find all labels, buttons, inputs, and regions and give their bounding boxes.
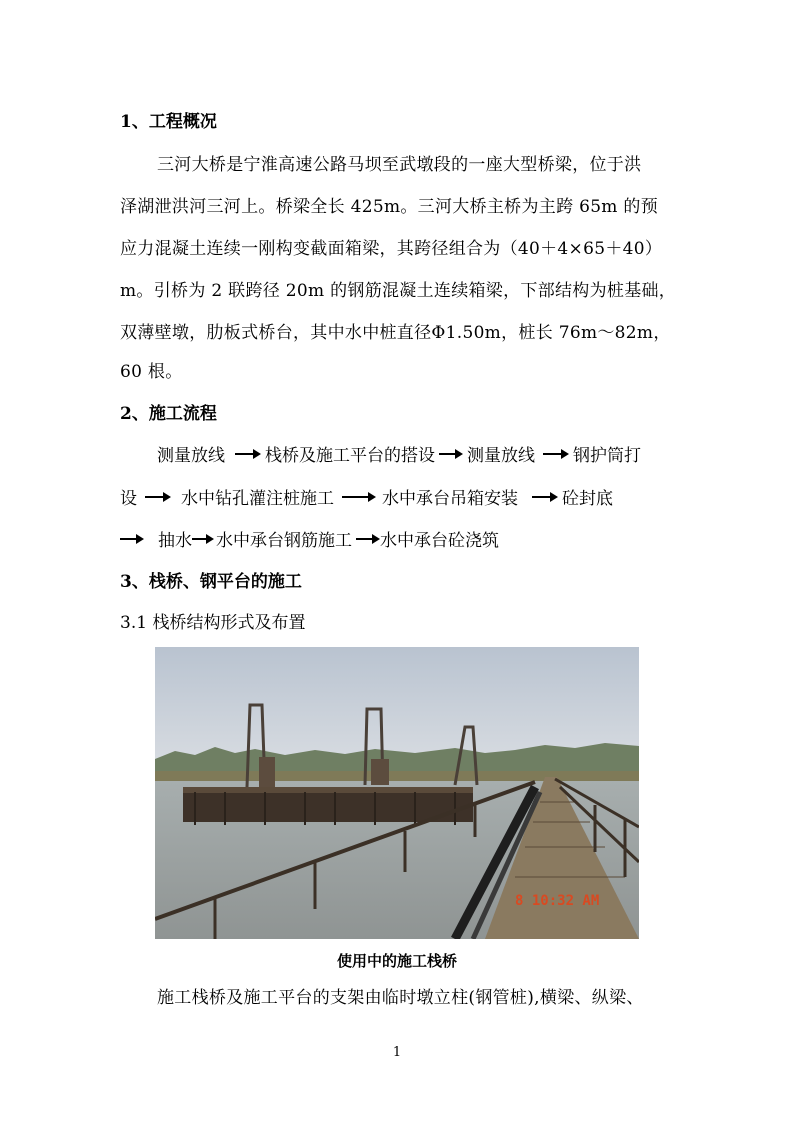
flow-line-3	[120, 526, 499, 551]
right-arrow-icon	[120, 534, 144, 544]
flow-step: 设	[120, 489, 137, 509]
page-number: 1	[392, 1045, 402, 1060]
right-arrow-icon	[532, 492, 558, 502]
flow-step: 栈桥及施工平台的搭设	[265, 446, 435, 466]
flow-step: 钢护筒打	[573, 446, 641, 466]
flow-step: 水中承台钢筋施工	[216, 531, 352, 551]
paragraph-line: 三河大桥是宁淮高速公路马坝至武墩段的一座大型桥梁，位于洪	[157, 155, 642, 175]
subsection-heading: 3.1 栈桥结构形式及布置	[120, 613, 306, 633]
flow-step: 测量放线	[157, 446, 225, 466]
right-arrow-icon	[356, 534, 380, 544]
paragraph-line: m。引桥为 2 联跨径 20m 的钢筋混凝土连续箱梁，下部结构为桩基础，	[120, 281, 677, 301]
right-arrow-icon	[235, 449, 261, 459]
section-2-heading: 2、施工流程	[120, 404, 217, 424]
flow-line-2	[120, 484, 613, 509]
paragraph-line: 60 根。	[120, 362, 183, 382]
paragraph-line: 双薄壁墩，肋板式桥台，其中水中桩直径Φ1.50m，桩长 76m～82m，	[120, 323, 671, 343]
photo-caption: 使用中的施工栈桥	[336, 952, 457, 970]
flow-step: 砼封底	[562, 489, 613, 509]
right-arrow-icon	[192, 534, 214, 544]
photo-timestamp: 8 10:32 AM	[515, 893, 600, 909]
flow-step: 水中钻孔灌注桩施工	[181, 489, 334, 509]
trestle-bridge-photo	[155, 647, 639, 939]
flow-line-1	[157, 441, 641, 466]
section-3-heading: 3、栈桥、钢平台的施工	[120, 572, 302, 592]
right-arrow-icon	[145, 492, 171, 502]
right-arrow-icon	[543, 449, 569, 459]
paragraph-line: 应力混凝土连续一刚构变截面箱梁，其跨径组合为（40＋4×65＋40）	[120, 239, 663, 259]
flow-step: 水中承台砼浇筑	[380, 531, 499, 551]
right-arrow-icon	[439, 449, 463, 459]
flow-step: 抽水	[158, 531, 192, 551]
paragraph-line: 施工栈桥及施工平台的支架由临时墩立柱(钢管桩),横梁、纵梁、	[157, 988, 644, 1008]
flow-step: 水中承台吊箱安装	[382, 489, 518, 509]
right-arrow-icon	[342, 492, 376, 502]
section-1-heading: 1、工程概况	[120, 112, 217, 132]
flow-step: 测量放线	[467, 446, 535, 466]
paragraph-line: 泽湖泄洪河三河上。桥梁全长 425m。三河大桥主桥为主跨 65m 的预	[120, 197, 659, 217]
